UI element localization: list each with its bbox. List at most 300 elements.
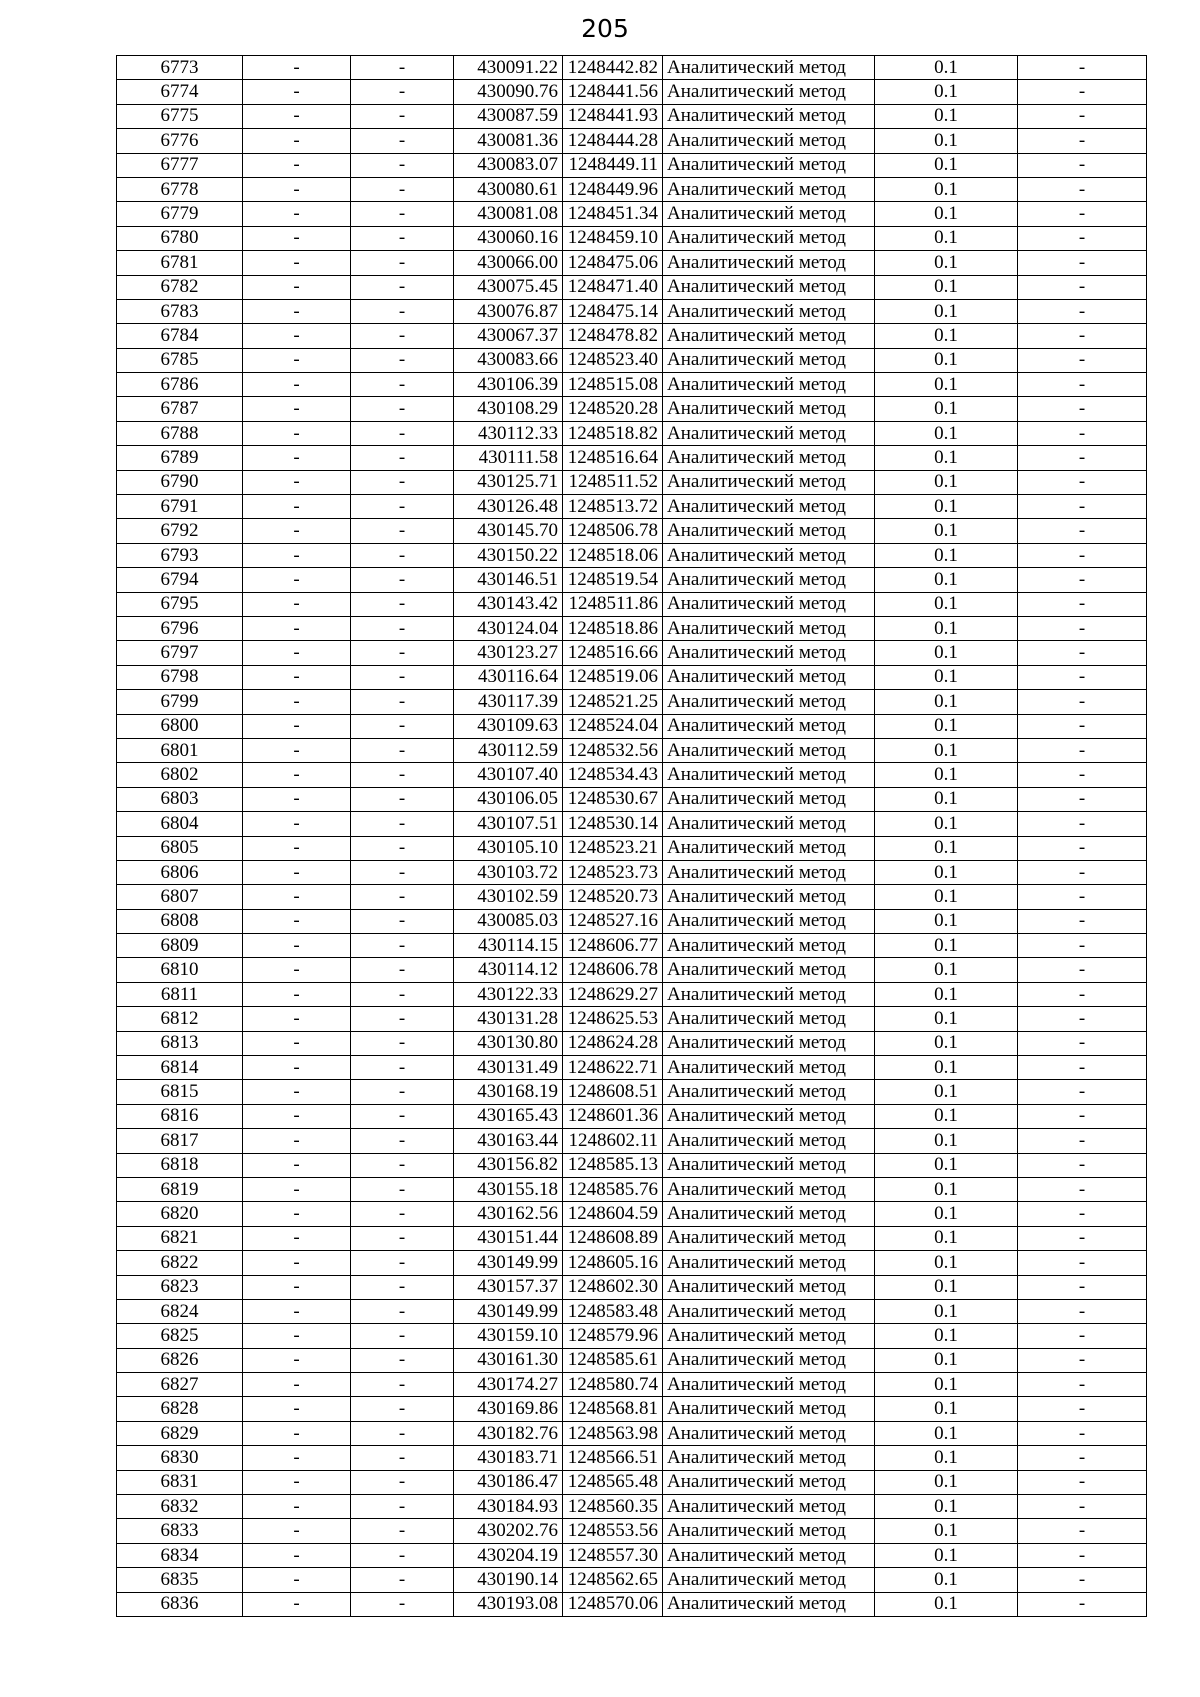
- accuracy-cell: 0.1: [875, 1543, 1018, 1567]
- dash-cell-1: -: [243, 1397, 351, 1421]
- y-coordinate-cell: 1248511.52: [563, 470, 663, 494]
- y-coordinate-cell: 1248585.61: [563, 1348, 663, 1372]
- table-row: [117, 1446, 1147, 1470]
- dash-cell-1: -: [243, 251, 351, 275]
- x-coordinate-cell: 430165.43: [454, 1104, 563, 1128]
- dash-cell-2: -: [351, 299, 454, 323]
- dash-cell-1: -: [243, 202, 351, 226]
- method-cell: Аналитический метод: [663, 129, 875, 153]
- point-number-cell: 6785: [117, 348, 243, 372]
- method-cell: Аналитический метод: [663, 812, 875, 836]
- dash-cell-2: -: [351, 1129, 454, 1153]
- dash-cell-1: -: [243, 1324, 351, 1348]
- accuracy-cell: 0.1: [875, 714, 1018, 738]
- table-row: [117, 934, 1147, 958]
- y-coordinate-cell: 1248566.51: [563, 1446, 663, 1470]
- dash-cell-1: -: [243, 543, 351, 567]
- dash-cell-2: -: [351, 1519, 454, 1543]
- dash-cell-3: -: [1018, 885, 1147, 909]
- accuracy-cell: 0.1: [875, 373, 1018, 397]
- dash-cell-1: -: [243, 958, 351, 982]
- dash-cell-3: -: [1018, 421, 1147, 445]
- method-cell: Аналитический метод: [663, 1251, 875, 1275]
- dash-cell-2: -: [351, 763, 454, 787]
- dash-cell-3: -: [1018, 738, 1147, 762]
- method-cell: Аналитический метод: [663, 592, 875, 616]
- table-row: [117, 251, 1147, 275]
- dash-cell-1: -: [243, 80, 351, 104]
- dash-cell-1: -: [243, 1348, 351, 1372]
- x-coordinate-cell: 430109.63: [454, 714, 563, 738]
- method-cell: Аналитический метод: [663, 787, 875, 811]
- dash-cell-1: -: [243, 104, 351, 128]
- dash-cell-2: -: [351, 1056, 454, 1080]
- dash-cell-2: -: [351, 1470, 454, 1494]
- point-number-cell: 6804: [117, 812, 243, 836]
- point-number-cell: 6831: [117, 1470, 243, 1494]
- dash-cell-3: -: [1018, 495, 1147, 519]
- dash-cell-1: -: [243, 1299, 351, 1323]
- table-row: [117, 129, 1147, 153]
- point-number-cell: 6791: [117, 495, 243, 519]
- x-coordinate-cell: 430090.76: [454, 80, 563, 104]
- method-cell: Аналитический метод: [663, 324, 875, 348]
- point-number-cell: 6836: [117, 1592, 243, 1616]
- y-coordinate-cell: 1248459.10: [563, 226, 663, 250]
- dash-cell-2: -: [351, 714, 454, 738]
- dash-cell-2: -: [351, 1592, 454, 1616]
- dash-cell-3: -: [1018, 1007, 1147, 1031]
- x-coordinate-cell: 430112.59: [454, 738, 563, 762]
- method-cell: Аналитический метод: [663, 1031, 875, 1055]
- y-coordinate-cell: 1248518.06: [563, 543, 663, 567]
- dash-cell-3: -: [1018, 324, 1147, 348]
- dash-cell-3: -: [1018, 665, 1147, 689]
- point-number-cell: 6787: [117, 397, 243, 421]
- dash-cell-3: -: [1018, 177, 1147, 201]
- dash-cell-1: -: [243, 934, 351, 958]
- method-cell: Аналитический метод: [663, 1421, 875, 1445]
- dash-cell-3: -: [1018, 1080, 1147, 1104]
- dash-cell-3: -: [1018, 104, 1147, 128]
- table-row: [117, 226, 1147, 250]
- dash-cell-3: -: [1018, 592, 1147, 616]
- table-row: [117, 80, 1147, 104]
- x-coordinate-cell: 430114.12: [454, 958, 563, 982]
- point-number-cell: 6799: [117, 690, 243, 714]
- dash-cell-1: -: [243, 812, 351, 836]
- dash-cell-1: -: [243, 275, 351, 299]
- x-coordinate-cell: 430114.15: [454, 934, 563, 958]
- x-coordinate-cell: 430126.48: [454, 495, 563, 519]
- y-coordinate-cell: 1248471.40: [563, 275, 663, 299]
- x-coordinate-cell: 430149.99: [454, 1299, 563, 1323]
- table-row: [117, 470, 1147, 494]
- accuracy-cell: 0.1: [875, 616, 1018, 640]
- table-row: [117, 1202, 1147, 1226]
- dash-cell-1: -: [243, 738, 351, 762]
- y-coordinate-cell: 1248515.08: [563, 373, 663, 397]
- dash-cell-3: -: [1018, 1129, 1147, 1153]
- y-coordinate-cell: 1248562.65: [563, 1568, 663, 1592]
- method-cell: Аналитический метод: [663, 495, 875, 519]
- point-number-cell: 6775: [117, 104, 243, 128]
- point-number-cell: 6809: [117, 934, 243, 958]
- dash-cell-3: -: [1018, 202, 1147, 226]
- dash-cell-1: -: [243, 373, 351, 397]
- dash-cell-1: -: [243, 324, 351, 348]
- dash-cell-3: -: [1018, 616, 1147, 640]
- y-coordinate-cell: 1248565.48: [563, 1470, 663, 1494]
- method-cell: Аналитический метод: [663, 397, 875, 421]
- y-coordinate-cell: 1248530.14: [563, 812, 663, 836]
- accuracy-cell: 0.1: [875, 1104, 1018, 1128]
- dash-cell-3: -: [1018, 1153, 1147, 1177]
- dash-cell-1: -: [243, 1543, 351, 1567]
- point-number-cell: 6792: [117, 519, 243, 543]
- x-coordinate-cell: 430102.59: [454, 885, 563, 909]
- dash-cell-3: -: [1018, 446, 1147, 470]
- table-row: [117, 568, 1147, 592]
- x-coordinate-cell: 430116.64: [454, 665, 563, 689]
- accuracy-cell: 0.1: [875, 56, 1018, 80]
- dash-cell-2: -: [351, 324, 454, 348]
- dash-cell-2: -: [351, 470, 454, 494]
- accuracy-cell: 0.1: [875, 1348, 1018, 1372]
- dash-cell-3: -: [1018, 1543, 1147, 1567]
- x-coordinate-cell: 430183.71: [454, 1446, 563, 1470]
- point-number-cell: 6829: [117, 1421, 243, 1445]
- coordinates-table: [116, 55, 1147, 1617]
- table-row: [117, 1543, 1147, 1567]
- point-number-cell: 6815: [117, 1080, 243, 1104]
- accuracy-cell: 0.1: [875, 982, 1018, 1006]
- method-cell: Аналитический метод: [663, 641, 875, 665]
- accuracy-cell: 0.1: [875, 226, 1018, 250]
- method-cell: Аналитический метод: [663, 1275, 875, 1299]
- point-number-cell: 6800: [117, 714, 243, 738]
- table-row: [117, 763, 1147, 787]
- point-number-cell: 6789: [117, 446, 243, 470]
- y-coordinate-cell: 1248518.82: [563, 421, 663, 445]
- dash-cell-1: -: [243, 1592, 351, 1616]
- dash-cell-2: -: [351, 1031, 454, 1055]
- dash-cell-2: -: [351, 836, 454, 860]
- method-cell: Аналитический метод: [663, 1226, 875, 1250]
- dash-cell-3: -: [1018, 153, 1147, 177]
- table-row: [117, 1470, 1147, 1494]
- dash-cell-3: -: [1018, 1104, 1147, 1128]
- point-number-cell: 6830: [117, 1446, 243, 1470]
- x-coordinate-cell: 430060.16: [454, 226, 563, 250]
- table-row: [117, 1397, 1147, 1421]
- accuracy-cell: 0.1: [875, 543, 1018, 567]
- dash-cell-2: -: [351, 104, 454, 128]
- dash-cell-2: -: [351, 934, 454, 958]
- point-number-cell: 6812: [117, 1007, 243, 1031]
- x-coordinate-cell: 430085.03: [454, 909, 563, 933]
- dash-cell-1: -: [243, 714, 351, 738]
- table-row: [117, 641, 1147, 665]
- dash-cell-1: -: [243, 1470, 351, 1494]
- method-cell: Аналитический метод: [663, 1080, 875, 1104]
- point-number-cell: 6820: [117, 1202, 243, 1226]
- dash-cell-1: -: [243, 348, 351, 372]
- method-cell: Аналитический метод: [663, 226, 875, 250]
- y-coordinate-cell: 1248568.81: [563, 1397, 663, 1421]
- accuracy-cell: 0.1: [875, 738, 1018, 762]
- dash-cell-3: -: [1018, 129, 1147, 153]
- method-cell: Аналитический метод: [663, 421, 875, 445]
- accuracy-cell: 0.1: [875, 1495, 1018, 1519]
- accuracy-cell: 0.1: [875, 568, 1018, 592]
- point-number-cell: 6801: [117, 738, 243, 762]
- table-row: [117, 1007, 1147, 1031]
- accuracy-cell: 0.1: [875, 129, 1018, 153]
- x-coordinate-cell: 430125.71: [454, 470, 563, 494]
- dash-cell-1: -: [243, 909, 351, 933]
- x-coordinate-cell: 430130.80: [454, 1031, 563, 1055]
- y-coordinate-cell: 1248511.86: [563, 592, 663, 616]
- method-cell: Аналитический метод: [663, 1348, 875, 1372]
- y-coordinate-cell: 1248629.27: [563, 982, 663, 1006]
- x-coordinate-cell: 430123.27: [454, 641, 563, 665]
- point-number-cell: 6834: [117, 1543, 243, 1567]
- x-coordinate-cell: 430106.05: [454, 787, 563, 811]
- dash-cell-1: -: [243, 568, 351, 592]
- dash-cell-3: -: [1018, 1446, 1147, 1470]
- x-coordinate-cell: 430083.66: [454, 348, 563, 372]
- dash-cell-2: -: [351, 1202, 454, 1226]
- dash-cell-3: -: [1018, 714, 1147, 738]
- accuracy-cell: 0.1: [875, 1397, 1018, 1421]
- x-coordinate-cell: 430168.19: [454, 1080, 563, 1104]
- x-coordinate-cell: 430186.47: [454, 1470, 563, 1494]
- x-coordinate-cell: 430150.22: [454, 543, 563, 567]
- accuracy-cell: 0.1: [875, 1299, 1018, 1323]
- method-cell: Аналитический метод: [663, 275, 875, 299]
- y-coordinate-cell: 1248449.11: [563, 153, 663, 177]
- point-number-cell: 6835: [117, 1568, 243, 1592]
- dash-cell-1: -: [243, 1031, 351, 1055]
- table-row: [117, 1226, 1147, 1250]
- dash-cell-2: -: [351, 177, 454, 201]
- table-row: [117, 397, 1147, 421]
- dash-cell-2: -: [351, 397, 454, 421]
- dash-cell-2: -: [351, 1153, 454, 1177]
- table-row: [117, 1324, 1147, 1348]
- dash-cell-3: -: [1018, 958, 1147, 982]
- dash-cell-2: -: [351, 1299, 454, 1323]
- y-coordinate-cell: 1248625.53: [563, 1007, 663, 1031]
- method-cell: Аналитический метод: [663, 1007, 875, 1031]
- method-cell: Аналитический метод: [663, 885, 875, 909]
- point-number-cell: 6790: [117, 470, 243, 494]
- accuracy-cell: 0.1: [875, 1056, 1018, 1080]
- table-row: [117, 738, 1147, 762]
- point-number-cell: 6818: [117, 1153, 243, 1177]
- dash-cell-3: -: [1018, 470, 1147, 494]
- dash-cell-2: -: [351, 860, 454, 884]
- accuracy-cell: 0.1: [875, 421, 1018, 445]
- dash-cell-2: -: [351, 982, 454, 1006]
- x-coordinate-cell: 430103.72: [454, 860, 563, 884]
- y-coordinate-cell: 1248451.34: [563, 202, 663, 226]
- method-cell: Аналитический метод: [663, 1299, 875, 1323]
- dash-cell-2: -: [351, 251, 454, 275]
- dash-cell-3: -: [1018, 1031, 1147, 1055]
- accuracy-cell: 0.1: [875, 592, 1018, 616]
- dash-cell-1: -: [243, 1153, 351, 1177]
- dash-cell-1: -: [243, 1007, 351, 1031]
- x-coordinate-cell: 430156.82: [454, 1153, 563, 1177]
- point-number-cell: 6821: [117, 1226, 243, 1250]
- table-row: [117, 836, 1147, 860]
- dash-cell-2: -: [351, 348, 454, 372]
- dash-cell-1: -: [243, 1275, 351, 1299]
- dash-cell-2: -: [351, 1421, 454, 1445]
- point-number-cell: 6825: [117, 1324, 243, 1348]
- dash-cell-2: -: [351, 1104, 454, 1128]
- dash-cell-3: -: [1018, 909, 1147, 933]
- x-coordinate-cell: 430106.39: [454, 373, 563, 397]
- table-row: [117, 665, 1147, 689]
- dash-cell-3: -: [1018, 397, 1147, 421]
- dash-cell-1: -: [243, 1251, 351, 1275]
- page-number: 205: [581, 14, 629, 43]
- accuracy-cell: 0.1: [875, 1592, 1018, 1616]
- method-cell: Аналитический метод: [663, 80, 875, 104]
- x-coordinate-cell: 430124.04: [454, 616, 563, 640]
- y-coordinate-cell: 1248513.72: [563, 495, 663, 519]
- dash-cell-3: -: [1018, 1519, 1147, 1543]
- dash-cell-2: -: [351, 1446, 454, 1470]
- dash-cell-3: -: [1018, 1299, 1147, 1323]
- point-number-cell: 6828: [117, 1397, 243, 1421]
- dash-cell-3: -: [1018, 1251, 1147, 1275]
- dash-cell-1: -: [243, 470, 351, 494]
- dash-cell-3: -: [1018, 80, 1147, 104]
- dash-cell-1: -: [243, 836, 351, 860]
- dash-cell-1: -: [243, 1177, 351, 1201]
- y-coordinate-cell: 1248519.54: [563, 568, 663, 592]
- table-row: [117, 787, 1147, 811]
- dash-cell-1: -: [243, 763, 351, 787]
- y-coordinate-cell: 1248602.11: [563, 1129, 663, 1153]
- dash-cell-1: -: [243, 1202, 351, 1226]
- method-cell: Аналитический метод: [663, 202, 875, 226]
- dash-cell-3: -: [1018, 1373, 1147, 1397]
- table-row: [117, 714, 1147, 738]
- table-row: [117, 1568, 1147, 1592]
- dash-cell-1: -: [243, 1104, 351, 1128]
- table-row: [117, 104, 1147, 128]
- dash-cell-1: -: [243, 446, 351, 470]
- table-row: [117, 616, 1147, 640]
- x-coordinate-cell: 430162.56: [454, 1202, 563, 1226]
- point-number-cell: 6778: [117, 177, 243, 201]
- point-number-cell: 6802: [117, 763, 243, 787]
- dash-cell-3: -: [1018, 1568, 1147, 1592]
- accuracy-cell: 0.1: [875, 1568, 1018, 1592]
- method-cell: Аналитический метод: [663, 251, 875, 275]
- accuracy-cell: 0.1: [875, 519, 1018, 543]
- y-coordinate-cell: 1248523.21: [563, 836, 663, 860]
- dash-cell-3: -: [1018, 1056, 1147, 1080]
- x-coordinate-cell: 430083.07: [454, 153, 563, 177]
- y-coordinate-cell: 1248553.56: [563, 1519, 663, 1543]
- method-cell: Аналитический метод: [663, 982, 875, 1006]
- accuracy-cell: 0.1: [875, 348, 1018, 372]
- dash-cell-2: -: [351, 592, 454, 616]
- dash-cell-1: -: [243, 1226, 351, 1250]
- dash-cell-1: -: [243, 299, 351, 323]
- point-number-cell: 6805: [117, 836, 243, 860]
- point-number-cell: 6826: [117, 1348, 243, 1372]
- method-cell: Аналитический метод: [663, 1177, 875, 1201]
- x-coordinate-cell: 430145.70: [454, 519, 563, 543]
- table-row: [117, 982, 1147, 1006]
- y-coordinate-cell: 1248585.76: [563, 1177, 663, 1201]
- method-cell: Аналитический метод: [663, 690, 875, 714]
- dash-cell-1: -: [243, 641, 351, 665]
- x-coordinate-cell: 430159.10: [454, 1324, 563, 1348]
- x-coordinate-cell: 430184.93: [454, 1495, 563, 1519]
- dash-cell-3: -: [1018, 1421, 1147, 1445]
- method-cell: Аналитический метод: [663, 1129, 875, 1153]
- x-coordinate-cell: 430190.14: [454, 1568, 563, 1592]
- dash-cell-2: -: [351, 1543, 454, 1567]
- x-coordinate-cell: 430146.51: [454, 568, 563, 592]
- dash-cell-2: -: [351, 226, 454, 250]
- table-row: [117, 1421, 1147, 1445]
- method-cell: Аналитический метод: [663, 1373, 875, 1397]
- table-body: [117, 56, 1147, 1617]
- dash-cell-2: -: [351, 129, 454, 153]
- table-row: [117, 860, 1147, 884]
- dash-cell-2: -: [351, 1251, 454, 1275]
- y-coordinate-cell: 1248523.73: [563, 860, 663, 884]
- y-coordinate-cell: 1248520.28: [563, 397, 663, 421]
- dash-cell-3: -: [1018, 641, 1147, 665]
- x-coordinate-cell: 430151.44: [454, 1226, 563, 1250]
- method-cell: Аналитический метод: [663, 1397, 875, 1421]
- dash-cell-1: -: [243, 787, 351, 811]
- accuracy-cell: 0.1: [875, 763, 1018, 787]
- dash-cell-2: -: [351, 543, 454, 567]
- table-row: [117, 1104, 1147, 1128]
- point-number-cell: 6832: [117, 1495, 243, 1519]
- dash-cell-2: -: [351, 665, 454, 689]
- dash-cell-2: -: [351, 1568, 454, 1592]
- x-coordinate-cell: 430067.37: [454, 324, 563, 348]
- x-coordinate-cell: 430111.58: [454, 446, 563, 470]
- table-row: [117, 1299, 1147, 1323]
- accuracy-cell: 0.1: [875, 80, 1018, 104]
- table-row: [117, 1177, 1147, 1201]
- method-cell: Аналитический метод: [663, 909, 875, 933]
- method-cell: Аналитический метод: [663, 470, 875, 494]
- y-coordinate-cell: 1248518.86: [563, 616, 663, 640]
- dash-cell-2: -: [351, 1324, 454, 1348]
- dash-cell-1: -: [243, 1568, 351, 1592]
- dash-cell-2: -: [351, 275, 454, 299]
- dash-cell-3: -: [1018, 812, 1147, 836]
- dash-cell-2: -: [351, 1080, 454, 1104]
- dash-cell-3: -: [1018, 543, 1147, 567]
- method-cell: Аналитический метод: [663, 446, 875, 470]
- y-coordinate-cell: 1248579.96: [563, 1324, 663, 1348]
